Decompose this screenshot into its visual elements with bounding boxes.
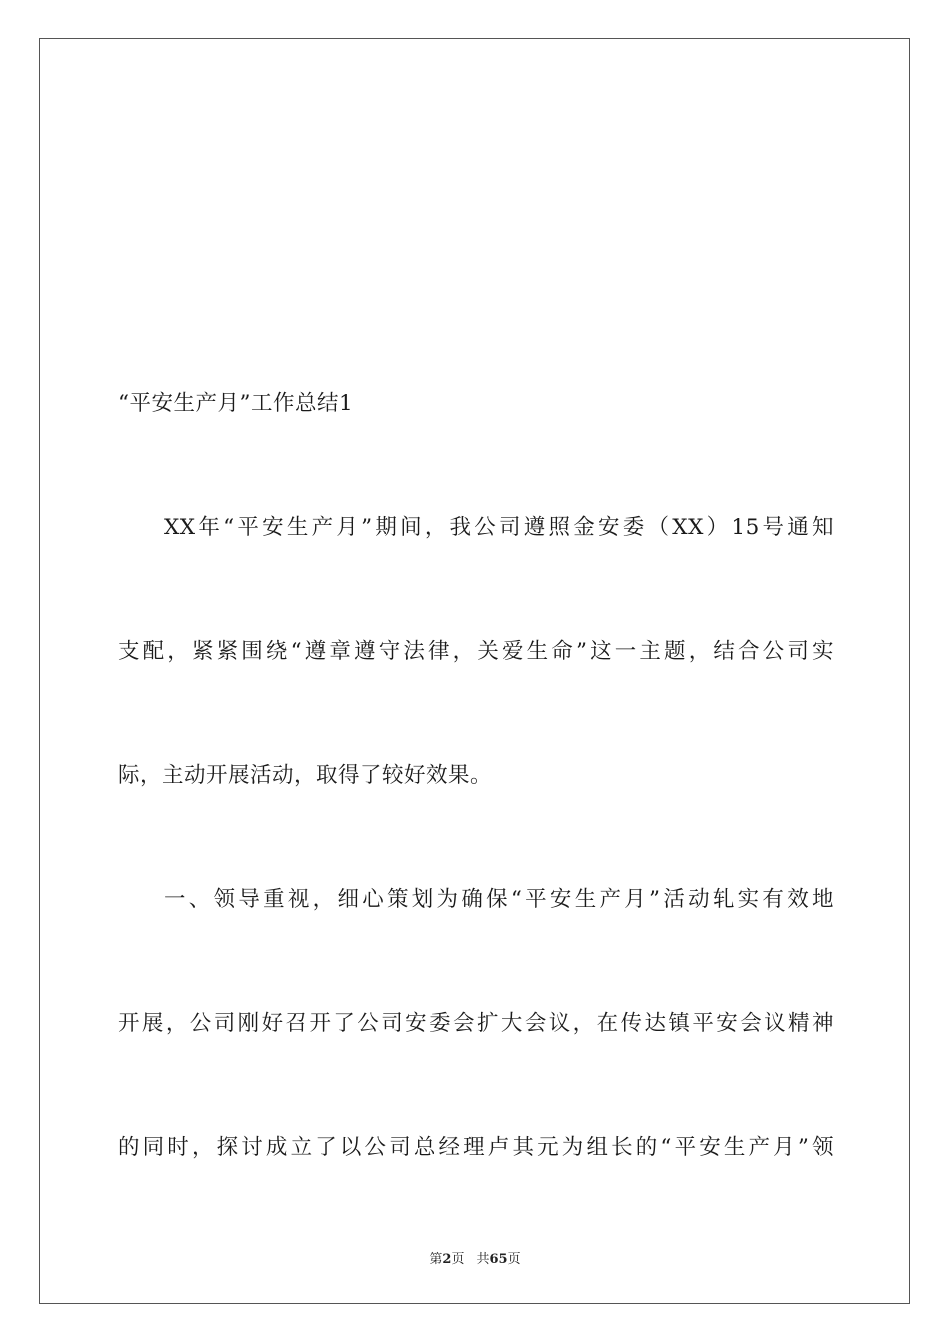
page-prefix: 第 [429,1252,443,1267]
page-frame [39,38,910,1304]
page-footer [0,1248,950,1267]
paragraph-line: 际，主动开展活动，取得了较好效果。 [118,763,493,788]
page-suffix: 页 [451,1252,465,1267]
total-suffix: 页 [507,1252,521,1267]
total-pages: 65 [489,1252,508,1267]
total-prefix: 共 [476,1252,490,1267]
paragraph-line: XX年“平安生产月”期间，我公司遵照金安委（XX）15号通知 [164,515,834,540]
paragraph-line: 支配，紧紧围绕“遵章遵守法律，关爱生命”这一主题，结合公司实 [118,639,834,664]
paragraph-line: 一、领导重视，细心策划为确保“平安生产月”活动轧实有效地 [164,887,834,912]
document-title: “平安生产月”工作总结1 [118,391,354,416]
paragraph-line: 开展，公司刚好召开了公司安委会扩大会议，在传达镇平安会议精神 [118,1011,834,1036]
paragraph-line: 的同时，探讨成立了以公司总经理卢其元为组长的“平安生产月”领 [118,1135,834,1160]
page-number: 2 [442,1252,452,1267]
